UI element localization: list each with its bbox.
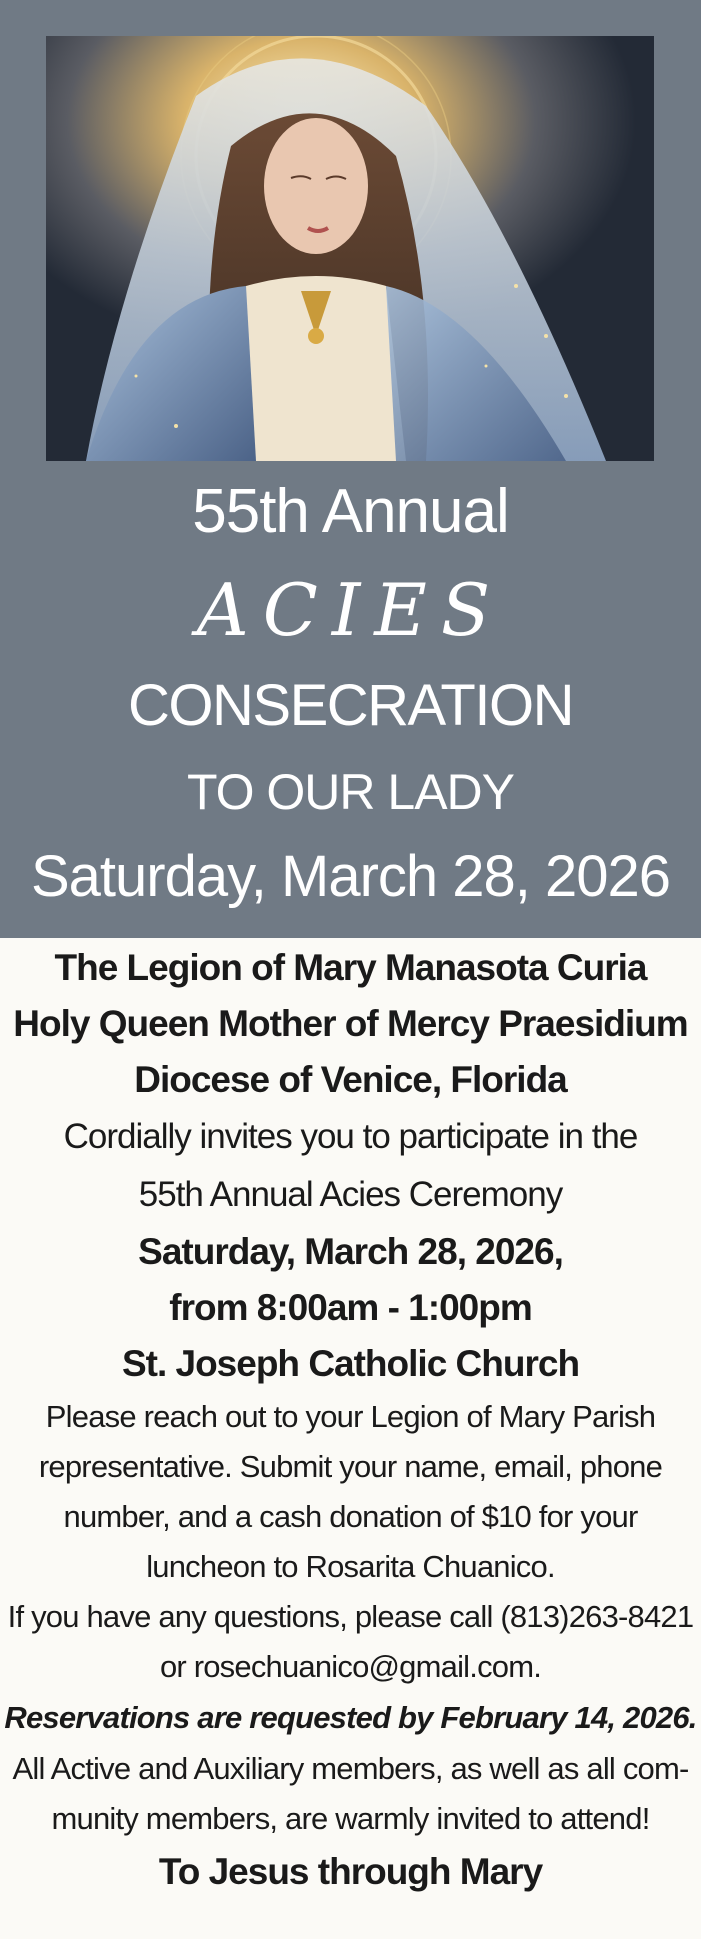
anniversary-heading: 55th Annual [192, 477, 509, 546]
consecration-heading: CONSECRATION [128, 673, 573, 738]
welcome-line-1: All Active and Auxiliary members, as well as all com- [12, 1751, 689, 1786]
event-date-heading: Saturday, March 28, 2026 [30, 844, 671, 909]
invite-line-2: 55th Annual Acies Ceremony [138, 1175, 563, 1214]
reservation-deadline: Reservations are requested by February 14, 2026. [4, 1700, 697, 1735]
event-location: St. Joseph Catholic Church [121, 1343, 580, 1384]
header-banner [0, 0, 701, 938]
contact-email-line: or rosechuanico@gmail.com. [159, 1649, 542, 1684]
instructions-line-3: number, and a cash donation of $10 for your [63, 1499, 638, 1534]
contact-phone-line: If you have any questions, please call (813)263-8421 [7, 1599, 694, 1634]
welcome-line-2: munity members, are warmly invited to attend! [51, 1801, 650, 1836]
instructions-line-4: luncheon to Rosarita Chuanico. [146, 1549, 555, 1584]
event-time: from 8:00am - 1:00pm [169, 1287, 532, 1328]
acies-title: ACIES [196, 568, 505, 652]
closing-motto: To Jesus through Mary [158, 1851, 543, 1892]
virgin-mary-painting [46, 36, 654, 461]
invitation-body [0, 940, 701, 1900]
instructions-line-1: Please reach out to your Legion of Mary Parish [45, 1399, 656, 1434]
invite-line-1: Cordially invites you to participate in the [63, 1117, 638, 1156]
org-praesidium: Holy Queen Mother of Mercy Praesidium [13, 1003, 688, 1044]
instructions-line-2: representative. Submit your name, email, phone [38, 1449, 663, 1484]
event-date: Saturday, March 28, 2026, [138, 1231, 563, 1272]
our-lady-heading: TO OUR LADY [186, 764, 515, 820]
org-curia: The Legion of Mary Manasota Curia [54, 947, 647, 988]
org-diocese: Diocese of Venice, Florida [134, 1059, 567, 1100]
